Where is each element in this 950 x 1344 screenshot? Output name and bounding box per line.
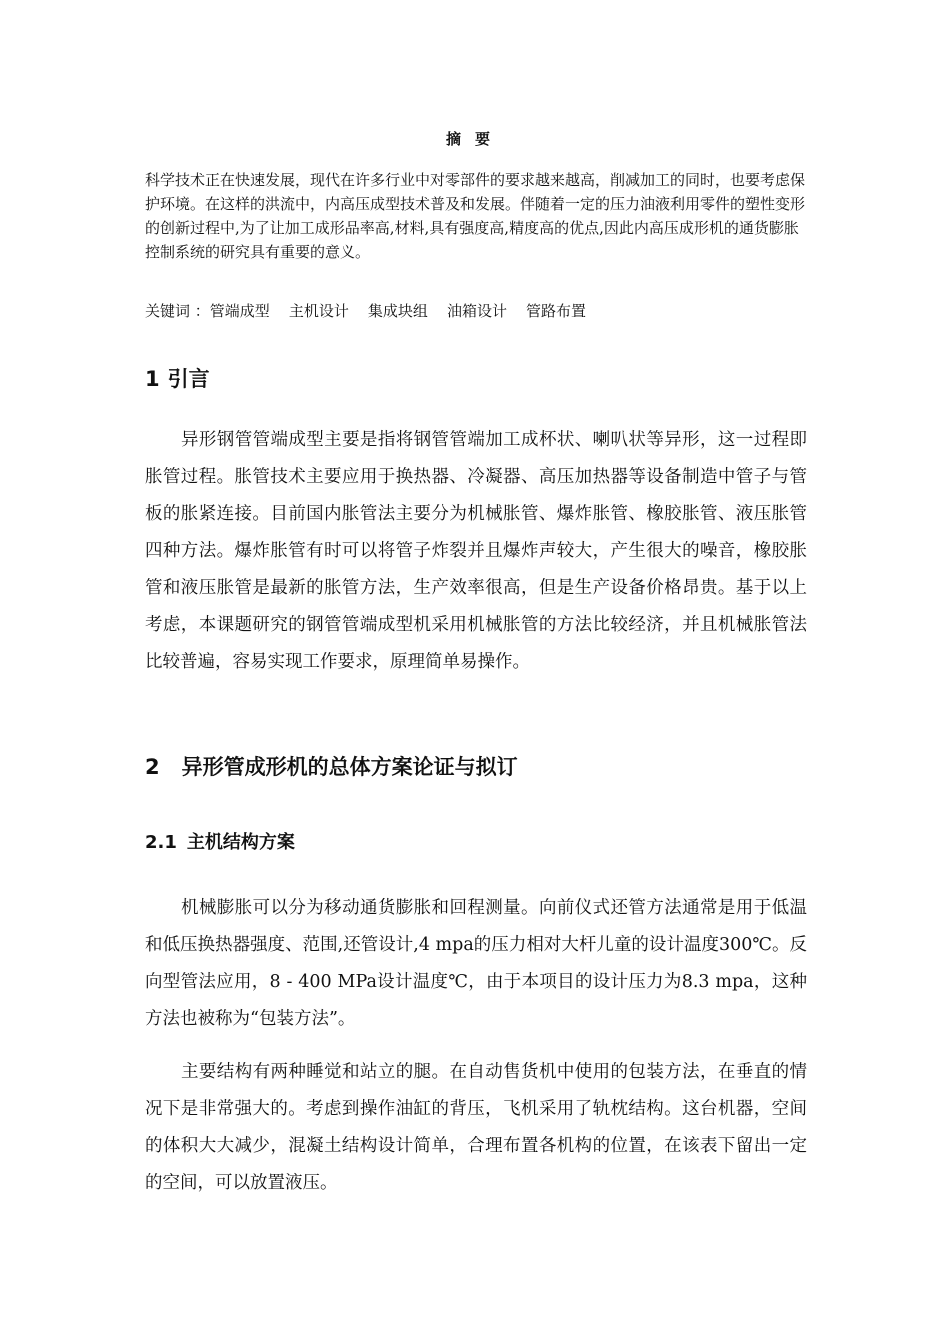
section-2-1-number: 2.1 [145, 832, 177, 853]
section-1-title: 引言 [167, 367, 210, 391]
section-2-1-paragraph-1: 机械膨胀可以分为移动通货膨胀和回程测量。向前仪式还管方法通常是用于低温和低压换热器强度、范围,还管设计,4 mpa的压力相对大杆儿童的设计温度300℃。反向型管法应用，8 - 400 MPa设计温度℃，由于本项目的设计压力为8.3 mpa，这种方法也被称为“包装方法”。 [145, 898, 807, 1029]
abstract-title: 摘要 [445, 130, 504, 148]
abstract-body: 科学技术正在快速发展，现代在许多行业中对零部件的要求越来越高，削减加工的同时，也要考虑保护环境。在这样的洪流中，内高压成型技术普及和发展。伴随着一定的压力油液利用零件的塑性变形的创新过程中,为了让加工成形品率高,材料,具有强度高,精度高的优点,因此内高压成形机的通货膨胀控制系统的研究具有重要的意义。 [145, 171, 806, 261]
section-2-title: 异形管成形机的总体方案论证与拟订 [181, 755, 518, 779]
section-2-1-title: 主机结构方案 [186, 832, 295, 853]
section-1-number: 1 [145, 367, 160, 391]
section-2-1-heading [145, 829, 295, 857]
keywords-line: 关键词 ：管端成型 主机设计 集成块组 油箱设计 管路布置 [145, 302, 587, 320]
section-2-heading [145, 752, 518, 782]
section-1-paragraph: 异形钢管管端成型主要是指将钢管管端加工成杯状、喇叭状等异形，这一过程即胀管过程。胀管技术主要应用于换热器、冷凝器、高压加热器等设备制造中管子与管板的胀紧连接。目前国内胀管法主要分为机械胀管、爆炸胀管、橡胶胀管、液压胀管四种方法。爆炸胀管有时可以将管子炸裂并且爆炸声较大，产生很大的噪音，橡胶胀管和液压胀管是最新的胀管方法，生产效率很高，但是生产设备价格昂贵。基于以上考虑，本课题研究的钢管管端成型机采用机械胀管的方法比较经济，并且机械胀管法比较普遍，容易实现工作要求，原理简单易操作。 [145, 430, 807, 672]
section-1-heading [145, 364, 210, 394]
section-2-number: 2 [145, 755, 160, 779]
section-2-1-paragraph-2: 主要结构有两种睡觉和站立的腿。在自动售货机中使用的包装方法，在垂直的情况下是非常强大的。考虑到操作油缸的背压，飞机采用了轨枕结构。这台机器，空间的体积大大减少，混凝土结构设计简单，合理布置各机构的位置，在该表下留出一定的空间，可以放置液压。 [145, 1062, 807, 1193]
